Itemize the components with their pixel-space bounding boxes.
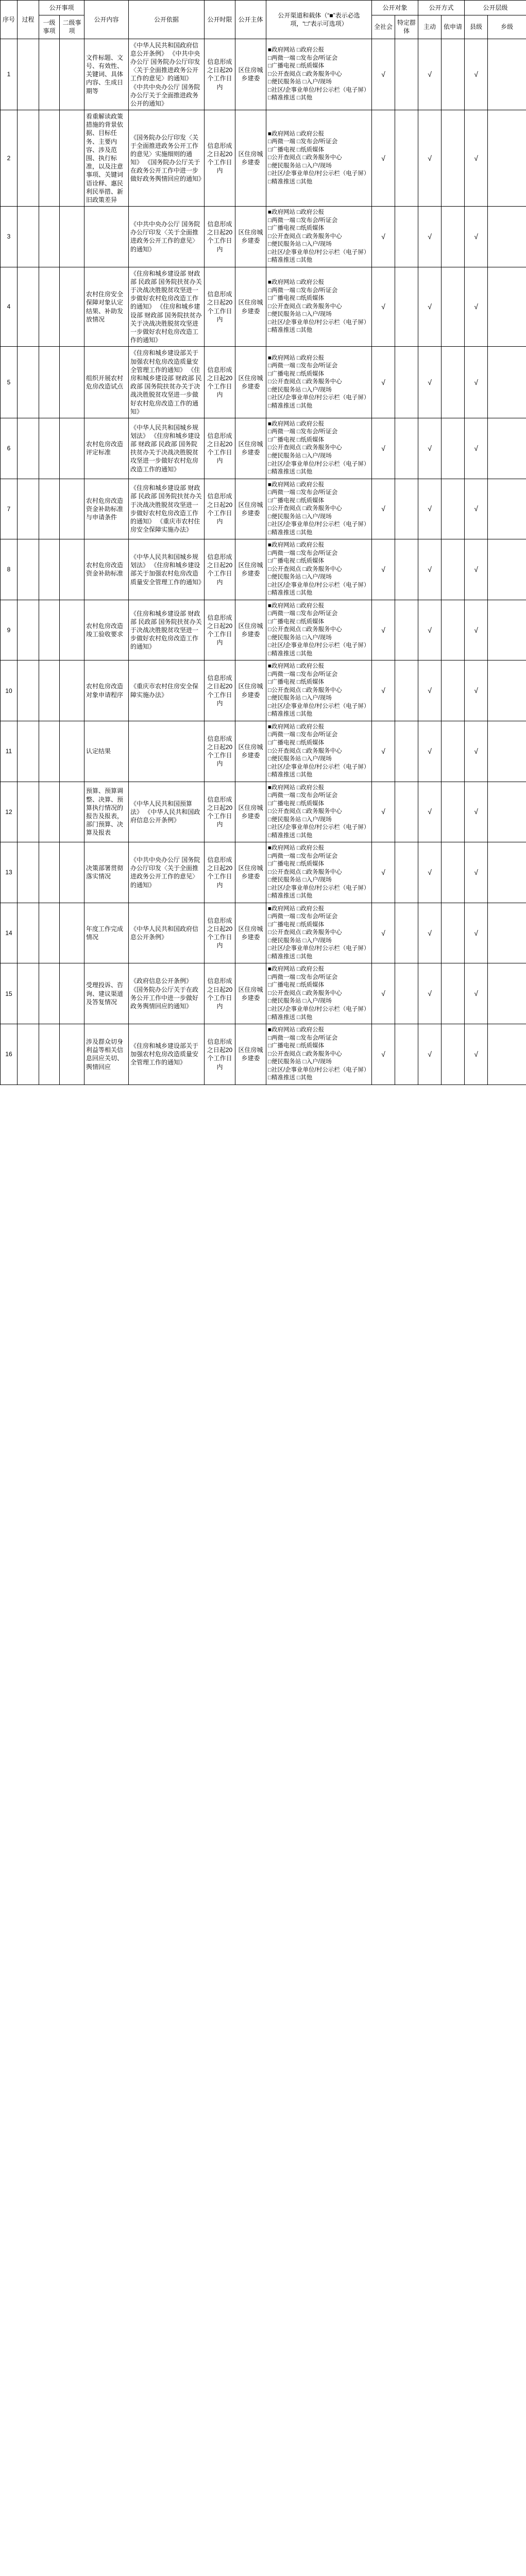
process-cell [18,110,39,207]
level-township-cell [488,600,526,660]
subject-cell: 区住房城乡建委 [235,39,266,110]
timing-cell: 信息形成之日起20个工作日内 [205,963,235,1024]
channels-cell: ■政府网站 □政府公报 □两微一端 □发布会/听证会 □广播电视 □纸质媒体 □公开查阅点 □政务服务中心 □便民服务站 □入户/现场 □社区/企事业单位/村公示栏（电子屏） □精准推送 □其他 [266,479,372,539]
basis-cell [129,721,205,782]
process-cell [18,207,39,267]
table-row [1,842,526,903]
content-cell: 农村危房改造资金补助标准与申请条件 [84,479,129,539]
seq-cell: 2 [1,110,18,207]
scope-society-cell: √ [372,903,395,963]
level-county-cell: √ [465,347,488,418]
mode-request-cell [442,963,465,1024]
seq-cell: 11 [1,721,18,782]
channels-cell: ■政府网站 □政府公报 □两微一端 □发布会/听证会 □广播电视 □纸质媒体 □公开查阅点 □政务服务中心 □便民服务站 □入户/现场 □社区/企事业单位/村公示栏（电子屏） □精准推送 □其他 [266,207,372,267]
timing-cell: 信息形成之日起20个工作日内 [205,539,235,600]
scope-specific-cell [395,347,418,418]
cat2-cell [60,842,84,903]
seq-cell: 9 [1,600,18,660]
basis-cell: 《国务院办公厅印发〈关于全面推进政务公开工作的意见〉实施细则的通知》 《国务院办公厅关于在政务公开工作中进一步做好政务舆情回应的通知》 [129,110,205,207]
channels-cell: ■政府网站 □政府公报 □两微一端 □发布会/听证会 □广播电视 □纸质媒体 □公开查阅点 □政务服务中心 □便民服务站 □入户/现场 □社区/企事业单位/村公示栏（电子屏） □精准推送 □其他 [266,418,372,479]
level-county-cell: √ [465,1024,488,1085]
seq-cell: 7 [1,479,18,539]
content-cell: 组织开展农村危房改造试点 [84,347,129,418]
content-cell: 农村危房改造竣工验收要求 [84,600,129,660]
channels-cell: ■政府网站 □政府公报 □两微一端 □发布会/听证会 □广播电视 □纸质媒体 □公开查阅点 □政务服务中心 □便民服务站 □入户/现场 □社区/企事业单位/村公示栏（电子屏） □精准推送 □其他 [266,600,372,660]
cat2-cell [60,903,84,963]
level-county-cell: √ [465,39,488,110]
col-header-scope-society: 全社会 [372,15,395,39]
mode-request-cell [442,39,465,110]
mode-request-cell [442,347,465,418]
process-cell [18,842,39,903]
level-township-cell [488,418,526,479]
basis-cell: 《重庆市农村住房安全保障实施办法》 [129,660,205,721]
cat1-cell [39,110,60,207]
cat2-cell [60,600,84,660]
table-row [1,110,526,207]
content-cell: 受理投诉、咨询、建议渠道及答复情况 [84,963,129,1024]
scope-society-cell: √ [372,479,395,539]
content-cell: 决策部署贯彻落实情况 [84,842,129,903]
col-header-channels: 公开渠道和载体（“■”表示必选项，“□”表示可选项） [266,1,372,39]
channels-cell: ■政府网站 □政府公报 □两微一端 □发布会/听证会 □广播电视 □纸质媒体 □公开查阅点 □政务服务中心 □便民服务站 □入户/现场 □社区/企事业单位/村公示栏（电子屏） □精准推送 □其他 [266,1024,372,1085]
subject-cell: 区住房城乡建委 [235,782,266,842]
cat1-cell [39,479,60,539]
level-county-cell: √ [465,842,488,903]
col-header-cat1: 一级事项 [39,15,60,39]
mode-request-cell [442,479,465,539]
basis-cell: 《中华人民共和国城乡规划法》 《住房和城乡建设部关于加强农村危房改造质量安全管理工作的通知》 [129,539,205,600]
table-row [1,418,526,479]
col-header-scope-specific: 特定群体 [395,15,418,39]
basis-cell: 《住房和城乡建设部关于加强农村危房改造质量安全管理工作的通知》 《住房和城乡建设部 财政部 民政部 国务院扶贫办关于决战决胜脱贫攻坚进一步做好农村危房改造工作的通知》 [129,347,205,418]
channels-cell: ■政府网站 □政府公报 □两微一端 □发布会/听证会 □广播电视 □纸质媒体 □公开查阅点 □政务服务中心 □便民服务站 □入户/现场 □社区/企事业单位/村公示栏（电子屏） □精准推送 □其他 [266,660,372,721]
col-header-mode-active: 主动 [418,15,442,39]
scope-specific-cell [395,660,418,721]
subject-cell: 区住房城乡建委 [235,347,266,418]
seq-cell: 14 [1,903,18,963]
scope-society-cell: √ [372,39,395,110]
table-row [1,782,526,842]
seq-cell: 15 [1,963,18,1024]
basis-cell: 《中华人民共和国预算法》 《中华人民共和国政府信息公开条例》 [129,782,205,842]
seq-cell: 6 [1,418,18,479]
col-header-public-items: 公开事项 [39,1,84,15]
channels-cell: ■政府网站 □政府公报 □两微一端 □发布会/听证会 □广播电视 □纸质媒体 □公开查阅点 □政务服务中心 □便民服务站 □入户/现场 □社区/企事业单位/村公示栏（电子屏） □精准推送 □其他 [266,39,372,110]
channels-cell: ■政府网站 □政府公报 □两微一端 □发布会/听证会 □广播电视 □纸质媒体 □公开查阅点 □政务服务中心 □便民服务站 □入户/现场 □社区/企事业单位/村公示栏（电子屏） □精准推送 □其他 [266,539,372,600]
mode-active-cell: √ [418,660,442,721]
level-county-cell: √ [465,903,488,963]
channels-cell: ■政府网站 □政府公报 □两微一端 □发布会/听证会 □广播电视 □纸质媒体 □公开查阅点 □政务服务中心 □便民服务站 □入户/现场 □社区/企事业单位/村公示栏（电子屏） □精准推送 □其他 [266,903,372,963]
cat1-cell [39,39,60,110]
scope-specific-cell [395,418,418,479]
level-township-cell [488,842,526,903]
mode-active-cell: √ [418,207,442,267]
timing-cell: 信息形成之日起20个工作日内 [205,782,235,842]
table-row [1,963,526,1024]
scope-society-cell: √ [372,660,395,721]
scope-specific-cell [395,39,418,110]
mode-active-cell: √ [418,842,442,903]
subject-cell: 区住房城乡建委 [235,660,266,721]
content-cell: 农村住房安全保障对象认定结果、补助发放情况 [84,267,129,347]
level-county-cell: √ [465,418,488,479]
mode-request-cell [442,600,465,660]
subject-cell: 区住房城乡建委 [235,267,266,347]
mode-active-cell: √ [418,39,442,110]
cat1-cell [39,347,60,418]
table-row [1,721,526,782]
level-county-cell: √ [465,600,488,660]
timing-cell: 信息形成之日起20个工作日内 [205,660,235,721]
cat2-cell [60,660,84,721]
cat1-cell [39,207,60,267]
cat2-cell [60,479,84,539]
basis-cell: 《中共中央办公厅 国务院办公厅印发〈关于全面推进政务公开工作的意见〉的通知》 [129,207,205,267]
scope-society-cell: √ [372,110,395,207]
table-row [1,479,526,539]
table-row [1,660,526,721]
level-township-cell [488,1024,526,1085]
process-cell [18,479,39,539]
seq-cell: 1 [1,39,18,110]
mode-active-cell: √ [418,347,442,418]
table-row [1,347,526,418]
level-township-cell [488,479,526,539]
table-row [1,39,526,110]
mode-active-cell: √ [418,782,442,842]
level-county-cell: √ [465,479,488,539]
table-row [1,1024,526,1085]
process-cell [18,267,39,347]
subject-cell: 区住房城乡建委 [235,1024,266,1085]
scope-specific-cell [395,903,418,963]
col-header-level-township: 乡级 [488,15,526,39]
seq-cell: 8 [1,539,18,600]
subject-cell: 区住房城乡建委 [235,479,266,539]
process-cell [18,418,39,479]
content-cell: 预算、预算调整、决算、预算执行情况的报告及报表，部门预算、决算及报表 [84,782,129,842]
table-row [1,207,526,267]
cat1-cell [39,660,60,721]
col-header-scope: 公开对象 [372,1,418,15]
col-header-process: 过程 [18,1,39,39]
table-row [1,267,526,347]
basis-cell: 《中华人民共和国政府信息公开条例》 《中共中央办公厅 国务院办公厅印发〈关于全面推进政务公开工作的意见〉的通知》 《中共中央办公厅 国务院办公厅关于全面推进政务公开的通知》 [129,39,205,110]
scope-society-cell: √ [372,1024,395,1085]
level-township-cell [488,903,526,963]
scope-society-cell: √ [372,842,395,903]
col-header-content: 公开内容 [84,1,129,39]
cat1-cell [39,903,60,963]
mode-request-cell [442,539,465,600]
cat2-cell [60,267,84,347]
scope-specific-cell [395,721,418,782]
table-row [1,903,526,963]
level-township-cell [488,660,526,721]
channels-cell: ■政府网站 □政府公报 □两微一端 □发布会/听证会 □广播电视 □纸质媒体 □公开查阅点 □政务服务中心 □便民服务站 □入户/现场 □社区/企事业单位/村公示栏（电子屏） □精准推送 □其他 [266,267,372,347]
seq-cell: 12 [1,782,18,842]
cat1-cell [39,963,60,1024]
scope-society-cell: √ [372,721,395,782]
scope-society-cell: √ [372,267,395,347]
content-cell: 文件标题、文号、有效性、关键词、具体内容、生成日期等 [84,39,129,110]
mode-request-cell [442,1024,465,1085]
process-cell [18,963,39,1024]
basis-cell: 《住房和城乡建设部 财政部 民政部 国务院扶贫办关于决战决胜脱贫攻坚进一步做好农村危房改造工作的通知》 《重庆市农村住房安全保障实施办法》 [129,479,205,539]
timing-cell: 信息形成之日起20个工作日内 [205,600,235,660]
disclosure-table [0,0,526,1085]
mode-active-cell: √ [418,110,442,207]
mode-request-cell [442,660,465,721]
level-township-cell [488,782,526,842]
cat1-cell [39,1024,60,1085]
process-cell [18,903,39,963]
scope-society-cell: √ [372,418,395,479]
mode-active-cell: √ [418,721,442,782]
scope-society-cell: √ [372,539,395,600]
subject-cell: 区住房城乡建委 [235,721,266,782]
col-header-level-county: 县级 [465,15,488,39]
channels-cell: ■政府网站 □政府公报 □两微一端 □发布会/听证会 □广播电视 □纸质媒体 □公开查阅点 □政务服务中心 □便民服务站 □入户/现场 □社区/企事业单位/村公示栏（电子屏） □精准推送 □其他 [266,110,372,207]
level-county-cell: √ [465,110,488,207]
basis-cell: 《中华人民共和国政府信息公开条例》 [129,903,205,963]
seq-cell: 13 [1,842,18,903]
mode-request-cell [442,267,465,347]
cat2-cell [60,347,84,418]
level-township-cell [488,539,526,600]
table-header-row-1 [1,1,526,15]
table-row [1,600,526,660]
cat2-cell [60,207,84,267]
basis-cell: 《中共中央办公厅 国务院办公厅印发〈关于全面推进政务公开工作的意见〉的通知》 [129,842,205,903]
basis-cell: 《政府信息公开条例》 《国务院办公厅关于在政务公开工作中进一步做好政务舆情回应的通知》 [129,963,205,1024]
cat1-cell [39,539,60,600]
level-county-cell: √ [465,267,488,347]
level-township-cell [488,110,526,207]
cat1-cell [39,600,60,660]
timing-cell: 信息形成之日起20个工作日内 [205,110,235,207]
cat2-cell [60,39,84,110]
level-township-cell [488,721,526,782]
process-cell [18,782,39,842]
cat2-cell [60,963,84,1024]
mode-active-cell: √ [418,479,442,539]
timing-cell: 信息形成之日起20个工作日内 [205,207,235,267]
content-cell: 农村危房改造评定标准 [84,418,129,479]
mode-request-cell [442,418,465,479]
subject-cell: 区住房城乡建委 [235,110,266,207]
scope-specific-cell [395,539,418,600]
mode-request-cell [442,782,465,842]
seq-cell: 4 [1,267,18,347]
seq-cell: 3 [1,207,18,267]
level-township-cell [488,347,526,418]
cat2-cell [60,110,84,207]
subject-cell: 区住房城乡建委 [235,539,266,600]
content-cell: 农村危房改造对象申请程序 [84,660,129,721]
col-header-seq: 序号 [1,1,18,39]
level-county-cell: √ [465,539,488,600]
scope-society-cell: √ [372,782,395,842]
mode-active-cell: √ [418,539,442,600]
cat1-cell [39,721,60,782]
cat1-cell [39,267,60,347]
scope-society-cell: √ [372,207,395,267]
scope-specific-cell [395,267,418,347]
timing-cell: 信息形成之日起20个工作日内 [205,842,235,903]
timing-cell: 信息形成之日起20个工作日内 [205,347,235,418]
mode-active-cell: √ [418,267,442,347]
subject-cell: 区住房城乡建委 [235,963,266,1024]
seq-cell: 5 [1,347,18,418]
cat2-cell [60,721,84,782]
seq-cell: 16 [1,1024,18,1085]
subject-cell: 区住房城乡建委 [235,842,266,903]
col-header-mode-request: 依申请 [442,15,465,39]
scope-specific-cell [395,1024,418,1085]
timing-cell: 信息形成之日起20个工作日内 [205,39,235,110]
col-header-cat2: 二级事项 [60,15,84,39]
cat2-cell [60,782,84,842]
scope-specific-cell [395,782,418,842]
mode-active-cell: √ [418,418,442,479]
cat1-cell [39,842,60,903]
scope-specific-cell [395,600,418,660]
mode-request-cell [442,721,465,782]
subject-cell: 区住房城乡建委 [235,418,266,479]
process-cell [18,721,39,782]
col-header-subject: 公开主体 [235,1,266,39]
timing-cell: 信息形成之日起20个工作日内 [205,721,235,782]
level-township-cell [488,207,526,267]
level-county-cell: √ [465,721,488,782]
scope-specific-cell [395,207,418,267]
mode-active-cell: √ [418,903,442,963]
scope-society-cell: √ [372,347,395,418]
table-row [1,539,526,600]
mode-request-cell [442,842,465,903]
process-cell [18,660,39,721]
mode-request-cell [442,207,465,267]
col-header-level: 公开层级 [465,1,526,15]
process-cell [18,539,39,600]
content-cell: 认定结果 [84,721,129,782]
process-cell [18,347,39,418]
content-cell [84,207,129,267]
scope-society-cell: √ [372,600,395,660]
disclosure-page [0,0,526,1085]
basis-cell: 《住房和城乡建设部 财政部 民政部 国务院扶贫办关于决战决胜脱贫攻坚进一步做好农村危房改造工作的通知》 《住房和城乡建设部 财政部 国务院扶贫办关于决战决胜脱贫攻坚进一步做好农村危房改造工作的通知》 [129,267,205,347]
col-header-mode: 公开方式 [418,1,465,15]
level-township-cell [488,267,526,347]
mode-request-cell [442,903,465,963]
level-township-cell [488,39,526,110]
process-cell [18,1024,39,1085]
scope-specific-cell [395,110,418,207]
content-cell: 年度工作完成情况 [84,903,129,963]
subject-cell: 区住房城乡建委 [235,600,266,660]
mode-active-cell: √ [418,600,442,660]
channels-cell: ■政府网站 □政府公报 □两微一端 □发布会/听证会 □广播电视 □纸质媒体 □公开查阅点 □政务服务中心 □便民服务站 □入户/现场 □社区/企事业单位/村公示栏（电子屏） □精准推送 □其他 [266,963,372,1024]
level-county-cell: √ [465,963,488,1024]
cat1-cell [39,782,60,842]
col-header-basis: 公开依据 [129,1,205,39]
timing-cell: 信息形成之日起20个工作日内 [205,1024,235,1085]
seq-cell: 10 [1,660,18,721]
mode-active-cell: √ [418,1024,442,1085]
timing-cell: 信息形成之日起20个工作日内 [205,418,235,479]
subject-cell: 区住房城乡建委 [235,207,266,267]
process-cell [18,600,39,660]
col-header-timing: 公开时限 [205,1,235,39]
basis-cell: 《住房和城乡建设部 财政部 民政部 国务院扶贫办关于决战决胜脱贫攻坚进一步做好农村危房改造工作的通知》 [129,600,205,660]
process-cell [18,39,39,110]
timing-cell: 信息形成之日起20个工作日内 [205,267,235,347]
timing-cell: 信息形成之日起20个工作日内 [205,479,235,539]
channels-cell: ■政府网站 □政府公报 □两微一端 □发布会/听证会 □广播电视 □纸质媒体 □公开查阅点 □政务服务中心 □便民服务站 □入户/现场 □社区/企事业单位/村公示栏（电子屏） □精准推送 □其他 [266,782,372,842]
mode-active-cell: √ [418,963,442,1024]
cat1-cell [39,418,60,479]
cat2-cell [60,1024,84,1085]
cat2-cell [60,418,84,479]
scope-specific-cell [395,842,418,903]
timing-cell: 信息形成之日起20个工作日内 [205,903,235,963]
channels-cell: ■政府网站 □政府公报 □两微一端 □发布会/听证会 □广播电视 □纸质媒体 □公开查阅点 □政务服务中心 □便民服务站 □入户/现场 □社区/企事业单位/村公示栏（电子屏） □精准推送 □其他 [266,721,372,782]
cat2-cell [60,539,84,600]
basis-cell: 《住房和城乡建设部关于加强农村危房改造质量安全管理工作的通知》 [129,1024,205,1085]
scope-specific-cell [395,963,418,1024]
content-cell: 涉及群众切身利益等相关信息回应关切、舆情回应 [84,1024,129,1085]
content-cell: 看重解读政策措施的背景依据、目标任务、主要内容、涉及范围、执行标准，以及注意事项、关键词语诠释、惠民利民举措、新旧政策差异 [84,110,129,207]
channels-cell: ■政府网站 □政府公报 □两微一端 □发布会/听证会 □广播电视 □纸质媒体 □公开查阅点 □政务服务中心 □便民服务站 □入户/现场 □社区/企事业单位/村公示栏（电子屏） □精准推送 □其他 [266,842,372,903]
level-county-cell: √ [465,207,488,267]
scope-specific-cell [395,479,418,539]
level-county-cell: √ [465,660,488,721]
level-county-cell: √ [465,782,488,842]
content-cell: 农村危房改造资金补助标准 [84,539,129,600]
level-township-cell [488,963,526,1024]
channels-cell: ■政府网站 □政府公报 □两微一端 □发布会/听证会 □广播电视 □纸质媒体 □公开查阅点 □政务服务中心 □便民服务站 □入户/现场 □社区/企事业单位/村公示栏（电子屏） □精准推送 □其他 [266,347,372,418]
mode-request-cell [442,110,465,207]
scope-society-cell: √ [372,963,395,1024]
basis-cell: 《中华人民共和国城乡规划法》 《住房和城乡建设部 财政部 民政部 国务院扶贫办关于决战决胜脱贫攻坚进一步做好农村危房改造工作的通知》 [129,418,205,479]
subject-cell: 区住房城乡建委 [235,903,266,963]
